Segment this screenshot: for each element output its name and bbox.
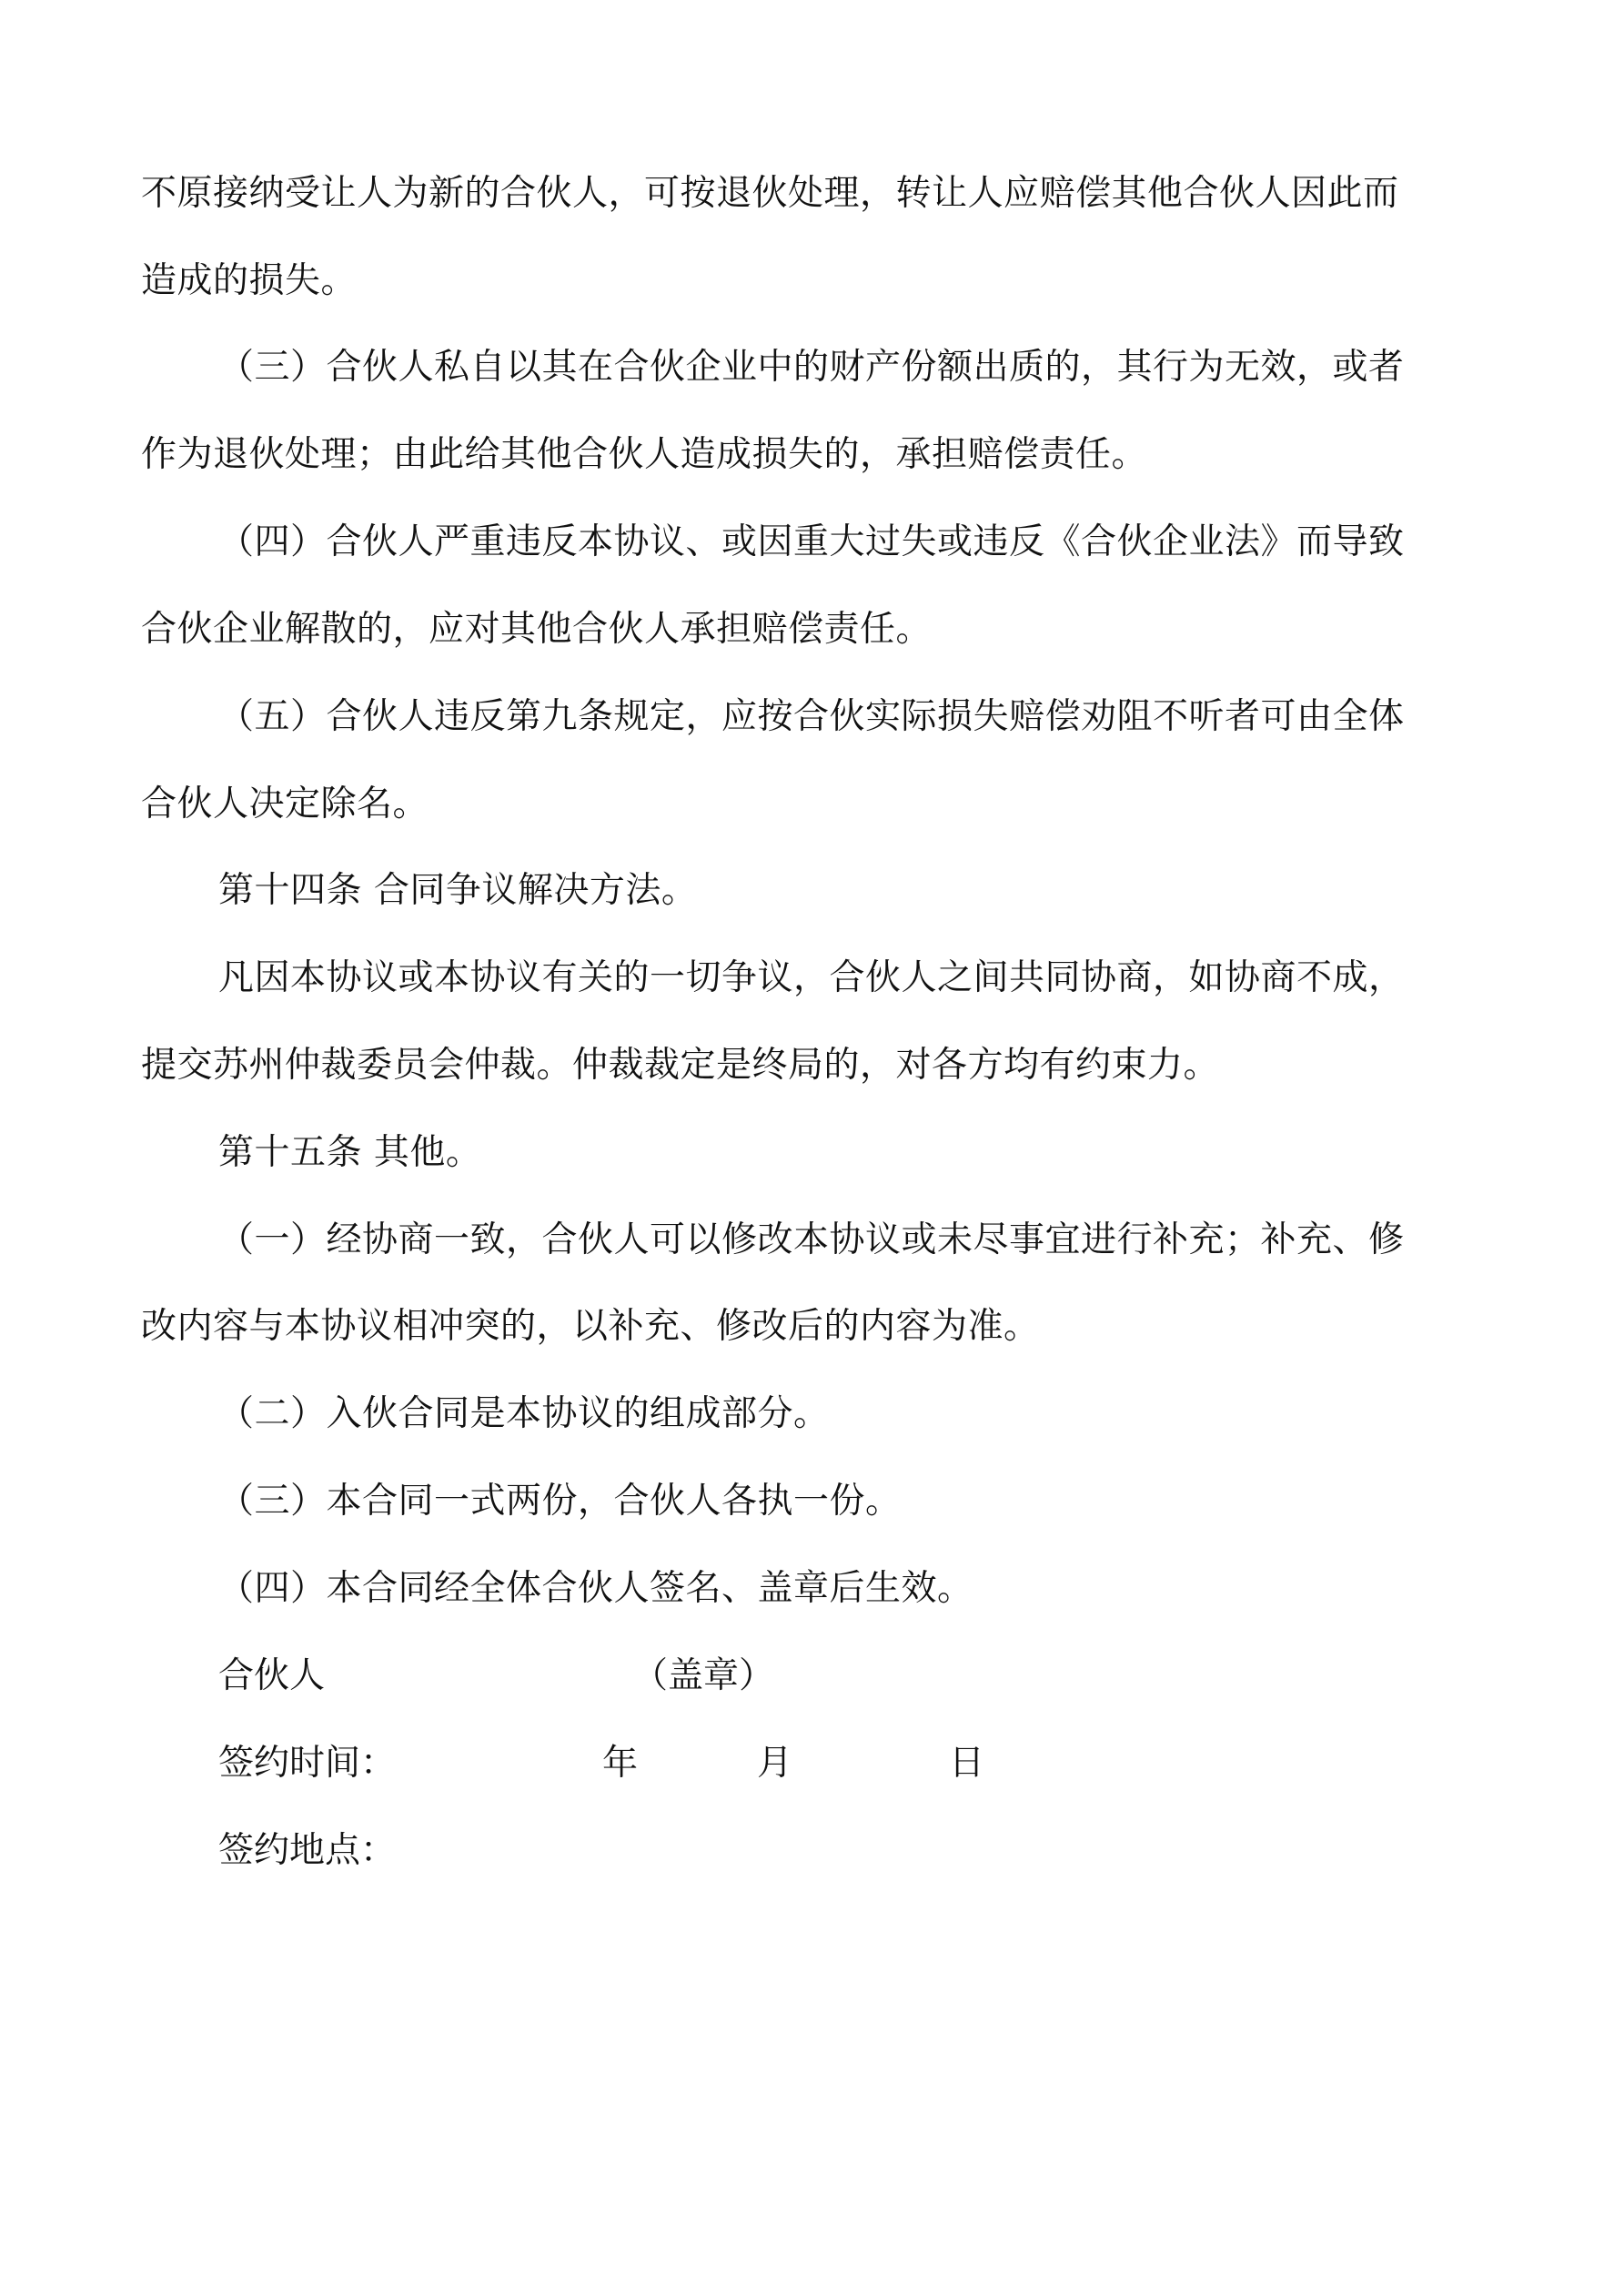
sub-clause-two-line: （二）入伙合同是本协议的组成部分。 bbox=[218, 1393, 830, 1434]
year-label: 年 bbox=[602, 1743, 639, 1784]
paragraph-line: 不原接纳受让人为新的合伙人，可按退伙处理，转让人应赔偿其他合伙人因此而 bbox=[141, 173, 1399, 214]
article-14-heading: 第十四条 合同争议解决方法。 bbox=[218, 870, 698, 911]
seal-label: （盖章） bbox=[632, 1655, 775, 1696]
article-15-heading: 第十五条 其他。 bbox=[218, 1132, 482, 1173]
month-label: 月 bbox=[757, 1743, 793, 1784]
paragraph-line: 合伙人决定除名。 bbox=[141, 784, 429, 824]
paragraph-line: 凡因本协议或本协议有关的一切争议，合伙人之间共同协商，如协商不成， bbox=[218, 957, 1405, 998]
clause-four-line: （四）合伙人严重违反本协议、或因重大过失或违反《合伙企业法》而导致 bbox=[218, 521, 1405, 562]
clause-three-line: （三）合伙人私自以其在合伙企业中的财产份额出质的，其行为无效，或者 bbox=[218, 347, 1405, 388]
sub-clause-one-line: （一）经协商一致，合伙人可以修改本协议或未尽事宜进行补充；补充、修 bbox=[218, 1219, 1405, 1260]
sub-clause-three-line: （三）本合同一式两份，合伙人各执一份。 bbox=[218, 1481, 902, 1522]
day-label: 日 bbox=[949, 1743, 985, 1784]
paragraph-line: 作为退伙处理；由此给其他合伙人造成损失的，承担赔偿责任。 bbox=[141, 434, 1148, 475]
paragraph-line: 提交苏州仲裁委员会仲裁。仲裁裁定是终局的，对各方均有约束力。 bbox=[141, 1045, 1220, 1086]
signing-date-label: 签约时间： bbox=[218, 1743, 397, 1784]
sub-clause-four-line: （四）本合同经全体合伙人签名、盖章后生效。 bbox=[218, 1568, 973, 1609]
paragraph-line: 合伙企业解散的，应对其他合伙人承担赔偿责任。 bbox=[141, 609, 933, 650]
clause-five-line: （五）合伙人违反第九条规定，应按合伙实际损失赔偿劝阻不听者可由全体 bbox=[218, 696, 1405, 737]
partner-label: 合伙人 bbox=[218, 1655, 326, 1696]
signing-place-label: 签约地点： bbox=[218, 1830, 397, 1871]
paragraph-line: 造成的损失。 bbox=[141, 260, 358, 301]
paragraph-line: 改内容与本协议相冲突的，以补充、修改后的内容为准。 bbox=[141, 1306, 1040, 1347]
